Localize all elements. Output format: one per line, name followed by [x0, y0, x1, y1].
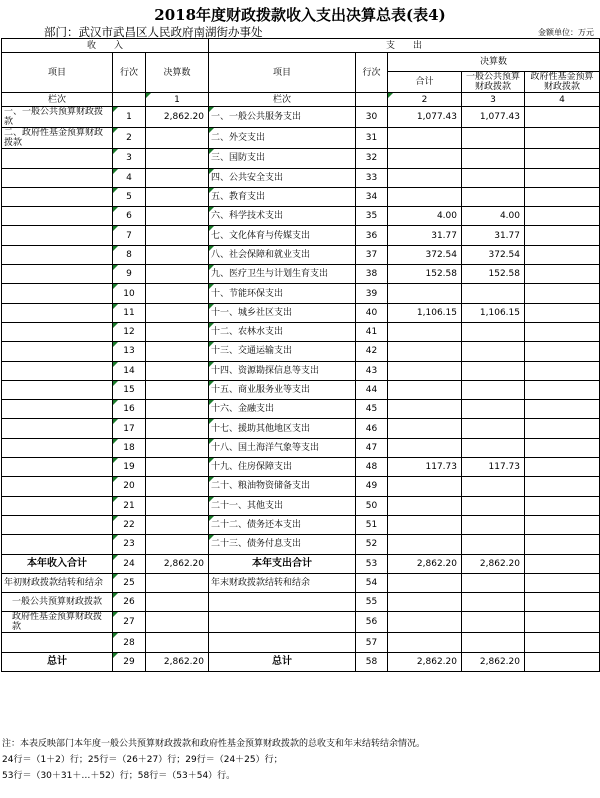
income-line-no: 7: [113, 226, 146, 245]
department-label: 部门：武汉市武昌区人民政府南湖街办事处: [44, 25, 263, 39]
table-row: [2, 284, 600, 303]
income-line-no: 17: [113, 419, 146, 438]
expense-general: [462, 380, 525, 399]
income-item: [2, 149, 113, 168]
income-item: [2, 245, 113, 264]
income-value: [146, 438, 209, 457]
expense-general: [462, 361, 525, 380]
summary-row: [2, 633, 600, 652]
table-row: [2, 496, 600, 515]
income-value: [146, 187, 209, 206]
income-value: [146, 284, 209, 303]
expense-item: 十、节能环保支出: [209, 284, 356, 303]
expense-fund: [525, 496, 600, 515]
income-value: [146, 342, 209, 361]
expense-line-header: 行次: [356, 53, 388, 93]
income-item: [2, 284, 113, 303]
table-row: [2, 438, 600, 457]
summary-income-value: [146, 573, 209, 592]
table-row: [2, 400, 600, 419]
expense-line-no: 46: [356, 419, 388, 438]
expense-total: [388, 477, 462, 496]
expense-general: 372.54: [462, 245, 525, 264]
expense-general: 1,077.43: [462, 107, 525, 128]
expense-item: 二十二、债务还本支出: [209, 515, 356, 534]
expense-item: 十三、交通运输支出: [209, 342, 356, 361]
expense-general: [462, 284, 525, 303]
income-value: [146, 128, 209, 149]
expense-general: [462, 438, 525, 457]
income-line-no: 20: [113, 477, 146, 496]
expense-general: [462, 168, 525, 187]
expense-line-no: 47: [356, 438, 388, 457]
summary-expense-item: 本年支出合计: [209, 554, 356, 573]
expense-general: [462, 400, 525, 419]
summary-expense-general: [462, 593, 525, 612]
income-item: 一、一般公共预算财政拨款: [2, 107, 113, 128]
table-row: [2, 419, 600, 438]
summary-income-line-no: 28: [113, 633, 146, 652]
income-line-no: 23: [113, 535, 146, 554]
expense-total: [388, 380, 462, 399]
expense-total: [388, 322, 462, 341]
expense-item: 十一、城乡社区支出: [209, 303, 356, 322]
expense-general: [462, 128, 525, 149]
income-item: [2, 187, 113, 206]
income-line-no: 14: [113, 361, 146, 380]
income-value: 2,862.20: [146, 107, 209, 128]
summary-expense-fund: [525, 593, 600, 612]
income-line-no: 16: [113, 400, 146, 419]
expense-line-no: 42: [356, 342, 388, 361]
income-item: [2, 168, 113, 187]
expense-total: [388, 496, 462, 515]
expense-total: [388, 438, 462, 457]
income-item-header: 项目: [2, 53, 113, 93]
expense-fund: [525, 515, 600, 534]
income-item: [2, 207, 113, 226]
summary-expense-total: [388, 612, 462, 633]
expense-line-no: 38: [356, 265, 388, 284]
expense-general: [462, 535, 525, 554]
expense-item: 十四、资源勘探信息等支出: [209, 361, 356, 380]
col-number-2: 2: [388, 93, 462, 107]
table-row: [2, 477, 600, 496]
general-header: 一般公共预算财政拨款: [462, 72, 525, 93]
summary-income-line-no: 29: [113, 652, 146, 671]
income-item: [2, 400, 113, 419]
income-item: [2, 265, 113, 284]
income-value: [146, 515, 209, 534]
summary-row: [2, 612, 600, 633]
income-line-no: 13: [113, 342, 146, 361]
expense-item: 七、文化体育与传媒支出: [209, 226, 356, 245]
expense-total: [388, 149, 462, 168]
expense-fund: [525, 322, 600, 341]
income-line-no: 2: [113, 128, 146, 149]
income-line-no: 15: [113, 380, 146, 399]
summary-expense-general: 2,862.20: [462, 652, 525, 671]
summary-income-item: 总计: [2, 652, 113, 671]
expense-general: [462, 515, 525, 534]
note-line: 注：本表反映部门本年度一般公共预算财政拨款和政府性基金预算财政拨款的总收支和年末结转结余情况。: [2, 739, 426, 749]
income-value: [146, 265, 209, 284]
summary-expense-line-no: 53: [356, 554, 388, 573]
expense-total: [388, 284, 462, 303]
table-row: [2, 107, 600, 128]
expense-total: 1,077.43: [388, 107, 462, 128]
expense-line-no: 30: [356, 107, 388, 128]
summary-income-value: [146, 612, 209, 633]
total-header: 合计: [388, 72, 462, 93]
income-value: [146, 245, 209, 264]
page-title: 2018年度财政拨款收入支出决算总表(表4): [154, 6, 446, 24]
income-final-header: 决算数: [146, 53, 209, 93]
expense-fund: [525, 380, 600, 399]
expense-line-no: 50: [356, 496, 388, 515]
expense-total: [388, 361, 462, 380]
expense-line-no: 39: [356, 284, 388, 303]
summary-expense-total: 2,862.20: [388, 652, 462, 671]
expense-item: 九、医疗卫生与计划生育支出: [209, 265, 356, 284]
expense-item: 三、国防支出: [209, 149, 356, 168]
expense-total: [388, 419, 462, 438]
table-row: [2, 187, 600, 206]
income-value: [146, 149, 209, 168]
expense-line-no: 41: [356, 322, 388, 341]
expense-fund: [525, 284, 600, 303]
table-row: [2, 322, 600, 341]
col-number-1: 1: [146, 93, 209, 107]
expense-general: [462, 322, 525, 341]
income-value: [146, 168, 209, 187]
expense-fund: [525, 303, 600, 322]
summary-expense-item: [209, 633, 356, 652]
table-row: [2, 303, 600, 322]
income-value: [146, 477, 209, 496]
expense-fund: [525, 477, 600, 496]
income-value: [146, 303, 209, 322]
summary-expense-fund: [525, 633, 600, 652]
expense-item: 二十、粮油物资储备支出: [209, 477, 356, 496]
income-value: [146, 226, 209, 245]
table-row: [2, 458, 600, 477]
summary-expense-line-no: 55: [356, 593, 388, 612]
summary-income-value: 2,862.20: [146, 652, 209, 671]
summary-row: [2, 554, 600, 573]
income-item: [2, 322, 113, 341]
summary-expense-item: 年末财政拨款结转和结余: [209, 573, 356, 592]
income-item: [2, 535, 113, 554]
expense-total: 372.54: [388, 245, 462, 264]
summary-expense-item: [209, 612, 356, 633]
expense-fund: [525, 207, 600, 226]
income-item: [2, 477, 113, 496]
summary-expense-fund: [525, 554, 600, 573]
income-value: [146, 535, 209, 554]
expense-line-no: 45: [356, 400, 388, 419]
expense-item-header: 项目: [209, 53, 356, 93]
expense-fund: [525, 419, 600, 438]
expense-line-no: 35: [356, 207, 388, 226]
expense-general: [462, 187, 525, 206]
expense-line-no: 33: [356, 168, 388, 187]
expense-total: [388, 515, 462, 534]
summary-expense-item: 总计: [209, 652, 356, 671]
summary-income-value: 2,862.20: [146, 554, 209, 573]
summary-expense-general: 2,862.20: [462, 554, 525, 573]
col-number-3: 3: [462, 93, 525, 107]
expense-line-no: 34: [356, 187, 388, 206]
summary-expense-line-no: 58: [356, 652, 388, 671]
income-value: [146, 322, 209, 341]
expense-item: 六、科学技术支出: [209, 207, 356, 226]
expense-general: [462, 419, 525, 438]
summary-income-line-no: 27: [113, 612, 146, 633]
expense-line-no: 43: [356, 361, 388, 380]
expense-line-no: 36: [356, 226, 388, 245]
col-label-expense: 栏次: [209, 93, 356, 107]
expense-line-no: 44: [356, 380, 388, 399]
expense-total: [388, 400, 462, 419]
income-value: [146, 207, 209, 226]
income-value: [146, 361, 209, 380]
expense-line-no: 32: [356, 149, 388, 168]
expense-item: 十二、农林水支出: [209, 322, 356, 341]
expense-item: 五、教育支出: [209, 187, 356, 206]
expense-total: 152.58: [388, 265, 462, 284]
table-row: [2, 149, 600, 168]
expense-item: 一、一般公共服务支出: [209, 107, 356, 128]
income-item: [2, 226, 113, 245]
table-row: [2, 265, 600, 284]
expense-general: [462, 496, 525, 515]
summary-expense-general: [462, 612, 525, 633]
expense-total: [388, 168, 462, 187]
expense-total: [388, 342, 462, 361]
expense-item: 二十三、债务付息支出: [209, 535, 356, 554]
expense-fund: [525, 265, 600, 284]
expense-general: [462, 342, 525, 361]
summary-expense-line-no: 57: [356, 633, 388, 652]
expense-line-no: 49: [356, 477, 388, 496]
expense-fund: [525, 438, 600, 457]
income-item: [2, 342, 113, 361]
income-item: [2, 515, 113, 534]
income-item: [2, 303, 113, 322]
expense-fund: [525, 168, 600, 187]
summary-income-item: 本年收入合计: [2, 554, 113, 573]
expense-fund: [525, 361, 600, 380]
expense-item: 十九、住房保障支出: [209, 458, 356, 477]
fund-header: 政府性基金预算财政拨款: [525, 72, 600, 93]
summary-income-item: 政府性基金预算财政拨款: [2, 612, 113, 633]
table-row: [2, 515, 600, 534]
expense-fund: [525, 187, 600, 206]
unit-label: 金额单位：万元: [538, 28, 594, 37]
expense-general: 1,106.15: [462, 303, 525, 322]
expense-general: 4.00: [462, 207, 525, 226]
summary-expense-fund: [525, 612, 600, 633]
income-value: [146, 400, 209, 419]
expense-general: 152.58: [462, 265, 525, 284]
expense-item: 十七、援助其他地区支出: [209, 419, 356, 438]
expense-item: 八、社会保障和就业支出: [209, 245, 356, 264]
summary-expense-total: [388, 633, 462, 652]
note-line: 24行＝（1＋2）行；25行＝（26＋27）行；29行＝（24＋25）行；: [2, 755, 283, 765]
summary-income-line-no: 25: [113, 573, 146, 592]
expense-total: [388, 535, 462, 554]
expense-line-no: 48: [356, 458, 388, 477]
income-value: [146, 419, 209, 438]
expense-fund: [525, 128, 600, 149]
income-line-no: 4: [113, 168, 146, 187]
expense-item: 十八、国土海洋气象等支出: [209, 438, 356, 457]
expense-item: 二、外交支出: [209, 128, 356, 149]
expense-item: 四、公共安全支出: [209, 168, 356, 187]
expense-item: 十六、金融支出: [209, 400, 356, 419]
expense-final-header: 决算数: [388, 53, 600, 72]
expense-general: [462, 149, 525, 168]
income-line-no: 22: [113, 515, 146, 534]
col-label-income: 栏次: [2, 93, 113, 107]
income-item: 二、政府性基金预算财政拨款: [2, 128, 113, 149]
income-line-no: 19: [113, 458, 146, 477]
notes: [2, 736, 425, 784]
summary-expense-item: [209, 593, 356, 612]
income-line-no: 1: [113, 107, 146, 128]
summary-expense-fund: [525, 652, 600, 671]
expense-fund: [525, 400, 600, 419]
summary-income-item: [2, 633, 113, 652]
income-line-no: 9: [113, 265, 146, 284]
expense-fund: [525, 458, 600, 477]
summary-row: [2, 593, 600, 612]
summary-expense-total: 2,862.20: [388, 554, 462, 573]
expense-general: 117.73: [462, 458, 525, 477]
summary-income-value: [146, 633, 209, 652]
expense-item: 二十一、其他支出: [209, 496, 356, 515]
income-line-no: 8: [113, 245, 146, 264]
expense-fund: [525, 107, 600, 128]
note-line: 53行＝（30＋31＋…＋52）行；58行＝（53＋54）行。: [2, 771, 236, 781]
expense-line-no: 51: [356, 515, 388, 534]
expense-general: [462, 477, 525, 496]
summary-row: [2, 652, 600, 671]
income-item: [2, 438, 113, 457]
summary-expense-line-no: 54: [356, 573, 388, 592]
expense-fund: [525, 342, 600, 361]
table-row: [2, 128, 600, 149]
expense-general: 31.77: [462, 226, 525, 245]
income-item: [2, 361, 113, 380]
table-row: [2, 535, 600, 554]
expense-fund: [525, 245, 600, 264]
summary-expense-general: [462, 633, 525, 652]
income-value: [146, 458, 209, 477]
income-line-no: 6: [113, 207, 146, 226]
summary-row: [2, 573, 600, 592]
income-line-no: 11: [113, 303, 146, 322]
expense-line-no: 40: [356, 303, 388, 322]
expense-total: [388, 128, 462, 149]
expense-line-no: 37: [356, 245, 388, 264]
income-line-no: 3: [113, 149, 146, 168]
table-row: [2, 207, 600, 226]
income-line-no: 10: [113, 284, 146, 303]
expense-item: 十五、商业服务业等支出: [209, 380, 356, 399]
expense-line-no: 31: [356, 128, 388, 149]
summary-income-value: [146, 593, 209, 612]
summary-expense-general: [462, 573, 525, 592]
summary-expense-line-no: 56: [356, 612, 388, 633]
expense-total: 31.77: [388, 226, 462, 245]
expense-fund: [525, 535, 600, 554]
summary-expense-fund: [525, 573, 600, 592]
income-line-no: 5: [113, 187, 146, 206]
income-line-header: 行次: [113, 53, 146, 93]
budget-table: [1, 38, 600, 672]
income-line-no: 18: [113, 438, 146, 457]
table-row: [2, 168, 600, 187]
summary-income-line-no: 24: [113, 554, 146, 573]
summary-income-item: 一般公共预算财政拨款: [2, 593, 113, 612]
income-item: [2, 380, 113, 399]
expense-total: 117.73: [388, 458, 462, 477]
income-item: [2, 419, 113, 438]
income-line-no: 12: [113, 322, 146, 341]
col-number-4: 4: [525, 93, 600, 107]
expense-line-no: 52: [356, 535, 388, 554]
income-value: [146, 496, 209, 515]
expense-total: [388, 187, 462, 206]
expense-total: 4.00: [388, 207, 462, 226]
income-header: 收 入: [2, 39, 209, 53]
expense-header: 支 出: [209, 39, 600, 53]
expense-total: 1,106.15: [388, 303, 462, 322]
expense-fund: [525, 149, 600, 168]
summary-expense-total: [388, 573, 462, 592]
income-item: [2, 458, 113, 477]
income-value: [146, 380, 209, 399]
summary-expense-total: [388, 593, 462, 612]
table-row: [2, 226, 600, 245]
summary-income-item: 年初财政拨款结转和结余: [2, 573, 113, 592]
income-item: [2, 496, 113, 515]
table-row: [2, 361, 600, 380]
income-line-no: 21: [113, 496, 146, 515]
summary-income-line-no: 26: [113, 593, 146, 612]
expense-fund: [525, 226, 600, 245]
table-row: [2, 342, 600, 361]
table-row: [2, 380, 600, 399]
table-row: [2, 245, 600, 264]
